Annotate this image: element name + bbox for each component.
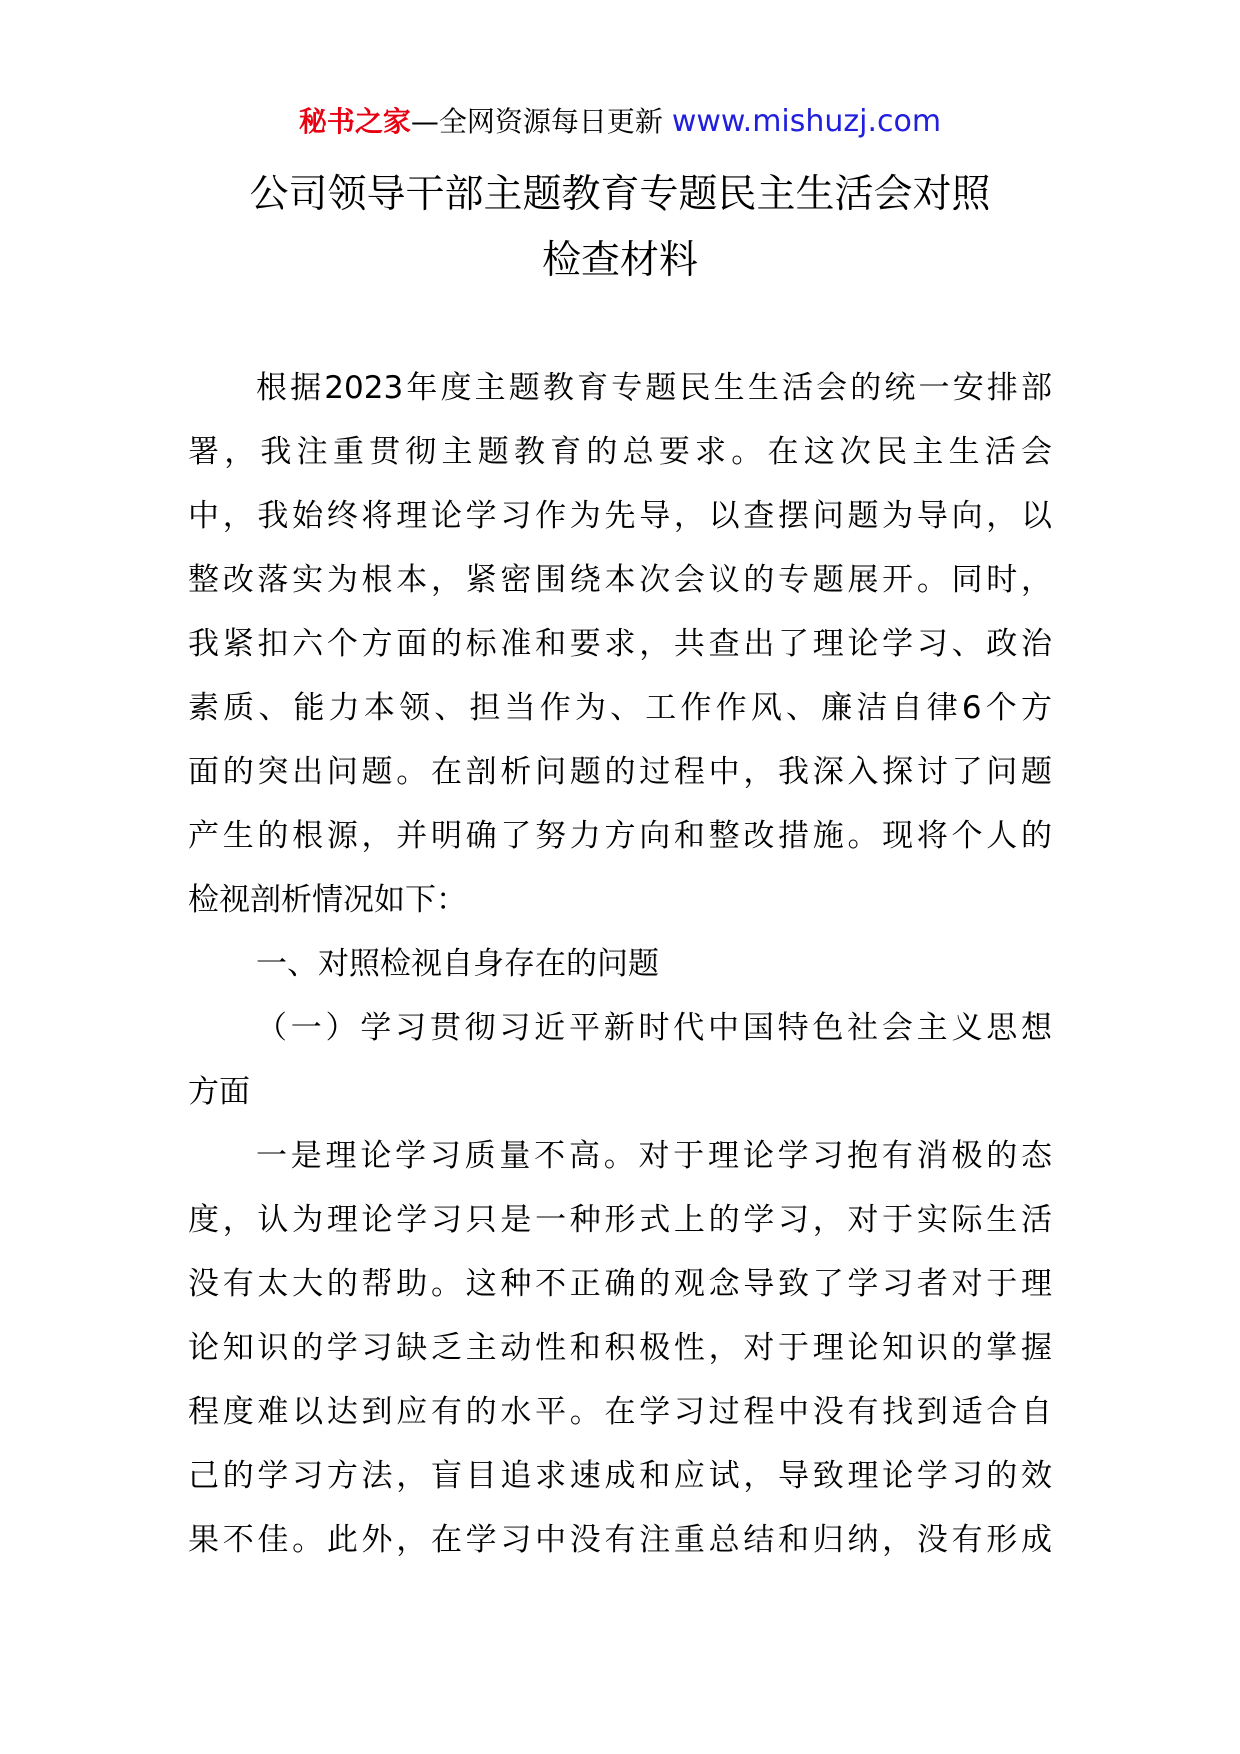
paragraph-line: 一是理论学习质量不高。对于理论学习抱有消极的态 [256,1138,1052,1174]
paragraph-line: 程度难以达到应有的水平。在学习过程中没有找到适合自 [188,1394,1052,1430]
paragraph-line: 面的突出问题。在剖析问题的过程中，我深入探讨了问题 [188,754,1052,790]
paragraph-line: 产生的根源，并明确了努力方向和整改措施。现将个人的 [188,818,1052,854]
paragraph-line: 论知识的学习缺乏主动性和积极性，对于理论知识的掌握 [188,1330,1052,1366]
title-line-1: 公司领导干部主题教育专题民主生活会对照 [249,172,991,217]
paragraph-line: 中，我始终将理论学习作为先导，以查摆问题为导向，以 [188,498,1052,534]
paragraph-line: 检视剖析情况如下： [188,882,467,918]
paragraph-line: 果不佳。此外，在学习中没有注重总结和归纳，没有形成 [188,1522,1052,1558]
paragraph-line: 署，我注重贯彻主题教育的总要求。在这次民主生活会 [188,434,1052,470]
subsection-heading-continued: 方面 [188,1074,250,1110]
header-tagline: —全网资源每日更新 [410,105,672,138]
paragraph-line: 整改落实为根本，紧密围绕本次会议的专题展开。同时， [188,562,1052,598]
paragraph-line: 己的学习方法，盲目追求速成和应试，导致理论学习的效 [188,1458,1052,1494]
title-line-2: 检查材料 [541,238,698,283]
subsection-heading: （一）学习贯彻习近平新时代中国特色社会主义思想 [256,1010,1052,1046]
document-body [188,356,1052,1572]
document-title [200,162,1040,294]
brand-name: 秘书之家 [298,105,411,138]
site-url-link[interactable]: www.mishuzj.com [671,104,942,139]
section-heading: 一、对照检视自身存在的问题 [256,946,659,982]
paragraph-line: 度，认为理论学习只是一种形式上的学习，对于实际生活 [188,1202,1052,1238]
paragraph-line: 素质、能力本领、担当作为、工作作风、廉洁自律6个方 [188,690,1052,726]
paragraph-line: 根据2023年度主题教育专题民生生活会的统一安排部 [256,370,1052,406]
paragraph-line: 没有太大的帮助。这种不正确的观念导致了学习者对于理 [188,1266,1052,1302]
site-header [0,104,1240,140]
paragraph-line: 我紧扣六个方面的标准和要求，共查出了理论学习、政治 [188,626,1052,662]
